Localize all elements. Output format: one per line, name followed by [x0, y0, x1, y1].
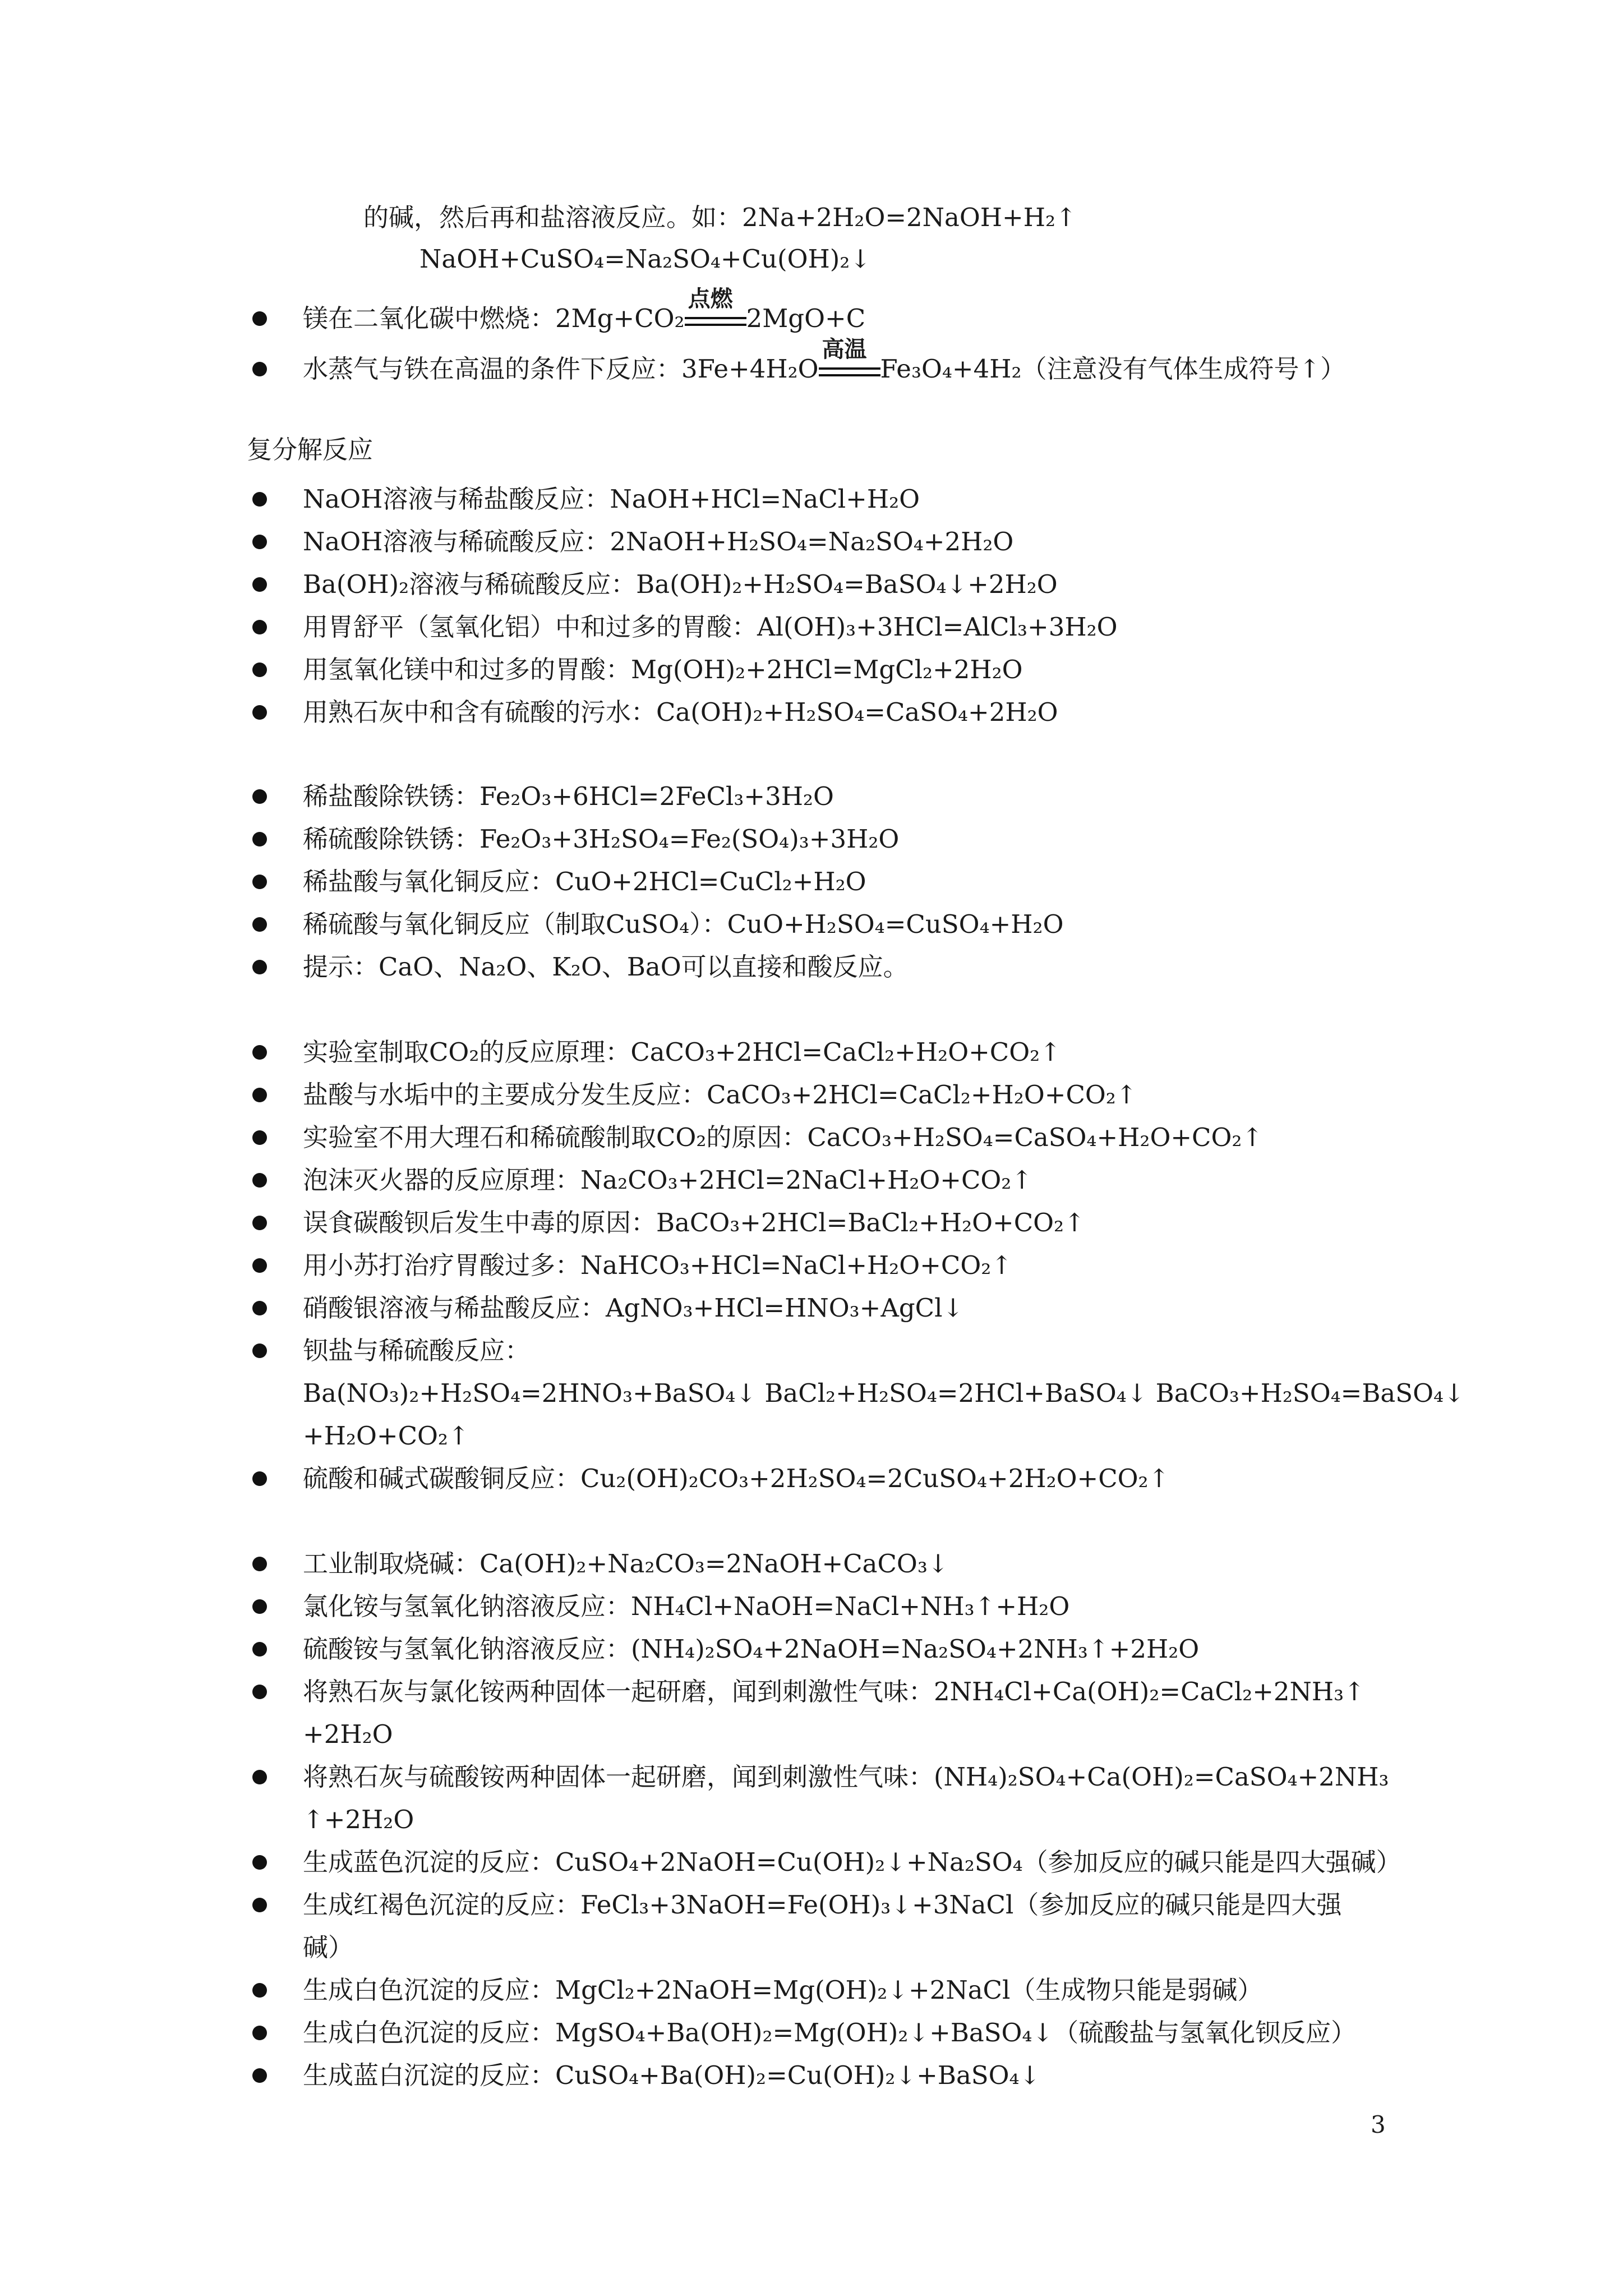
reaction-text: 镁在二氧化碳中燃烧：2Mg+CO₂ — [303, 303, 685, 333]
continuation-line: NaOH+CuSO₄=Na₂SO₄+Cu(OH)₂↓ — [419, 244, 872, 274]
reaction-line: Ba(NO₃)₂+H₂SO₄=2HNO₃+BaSO₄↓ BaCl₂+H₂SO₄=2HCl+BaSO₄↓ BaCO₃+H₂SO₄=BaSO₄↓ — [303, 1378, 1465, 1408]
reaction-line: +H₂O+CO₂↑ — [303, 1421, 469, 1451]
bullet-icon — [252, 577, 267, 592]
reaction-line: 生成蓝白沉淀的反应：CuSO₄+Ba(OH)₂=Cu(OH)₂↓+BaSO₄↓ — [303, 2060, 1041, 2090]
condition-label: 点燃 — [688, 285, 733, 312]
bullet-icon — [252, 662, 267, 677]
bullet-icon — [252, 1599, 267, 1614]
bullet-icon — [252, 1258, 267, 1273]
bullet-icon — [252, 2068, 267, 2083]
reaction-line: 工业制取烧碱：Ca(OH)₂+Na₂CO₃=2NaOH+CaCO₃↓ — [303, 1549, 949, 1579]
bullet-icon — [252, 875, 267, 889]
reaction-line: 用胃舒平（氢氧化铝）中和过多的胃酸：Al(OH)₃+3HCl=AlCl₃+3H₂O — [303, 612, 1118, 642]
bullet-icon — [252, 1557, 267, 1571]
reaction-line: 用氢氧化镁中和过多的胃酸：Mg(OH)₂+2HCl=MgCl₂+2H₂O — [303, 655, 1023, 684]
bullet-icon — [252, 1855, 267, 1870]
reaction-line: 实验室不用大理石和稀硫酸制取CO₂的原因：CaCO₃+H₂SO₄=CaSO₄+H₂O+CO₂↑ — [303, 1122, 1264, 1152]
reaction-line: Ba(OH)₂溶液与稀硫酸反应：Ba(OH)₂+H₂SO₄=BaSO₄↓+2H₂O — [303, 569, 1058, 599]
bullet-icon — [252, 705, 267, 720]
reaction-line: +2H₂O — [303, 1719, 393, 1749]
bullet-icon — [252, 960, 267, 974]
reaction-line: 钡盐与稀硫酸反应： — [303, 1336, 531, 1365]
page-number: 3 — [1371, 2111, 1386, 2138]
reaction-text: 2MgO+C — [746, 303, 866, 333]
bullet-icon — [252, 1173, 267, 1188]
bullet-icon — [252, 620, 267, 634]
condition-equals — [685, 285, 746, 329]
reaction-line: 生成白色沉淀的反应：MgSO₄+Ba(OH)₂=Mg(OH)₂↓+BaSO₄↓（硫酸盐与氢氧化钡反应） — [303, 2018, 1357, 2047]
bullet-icon — [252, 1898, 267, 1912]
reaction-line: 误食碳酸钡后发生中毒的原因：BaCO₃+2HCl=BaCl₂+H₂O+CO₂↑ — [303, 1208, 1085, 1237]
condition-equals — [819, 335, 880, 380]
section-title: 复分解反应 — [247, 435, 374, 464]
reaction-line: 盐酸与水垢中的主要成分发生反应：CaCO₃+2HCl=CaCl₂+H₂O+CO₂↑ — [303, 1080, 1137, 1110]
bullet-icon — [252, 789, 267, 804]
bullet-icon — [252, 2026, 267, 2040]
reaction-line: 生成蓝色沉淀的反应：CuSO₄+2NaOH=Cu(OH)₂↓+Na₂SO₄（参加反应的碱只能是四大强碱） — [303, 1847, 1401, 1877]
bullet-icon — [252, 917, 267, 932]
bullet-icon — [252, 1216, 267, 1230]
bullet-icon — [252, 1685, 267, 1699]
bullet-icon — [252, 362, 267, 376]
bullet-icon — [252, 1642, 267, 1657]
bullet-icon — [252, 1471, 267, 1486]
bullet-icon — [252, 1130, 267, 1145]
bullet-icon — [252, 1983, 267, 1998]
reaction-line: NaOH溶液与稀盐酸反应：NaOH+HCl=NaCl+H₂O — [303, 484, 920, 514]
reaction-line: 泡沫灭火器的反应原理：Na₂CO₃+2HCl=2NaCl+H₂O+CO₂↑ — [303, 1165, 1033, 1195]
reaction-line: 生成白色沉淀的反应：MgCl₂+2NaOH=Mg(OH)₂↓+2NaCl（生成物只能是弱碱） — [303, 1975, 1263, 2005]
reaction-line: 将熟石灰与硫酸铵两种固体一起研磨，闻到刺激性气味：(NH₄)₂SO₄+Ca(OH)₂=CaSO₄+2NH₃ — [303, 1762, 1389, 1792]
reaction-text: 水蒸气与铁在高温的条件下反应：3Fe+4H₂O — [303, 354, 819, 384]
reaction-line: 提示：CaO、Na₂O、K₂O、BaO可以直接和酸反应。 — [303, 952, 909, 982]
reaction-line: 硫酸和碱式碳酸铜反应：Cu₂(OH)₂CO₃+2H₂SO₄=2CuSO₄+2H₂O+CO₂↑ — [303, 1464, 1170, 1493]
bullet-icon — [252, 1045, 267, 1060]
bullet-icon — [252, 311, 267, 326]
reaction-line: 氯化铵与氢氧化钠溶液反应：NH₄Cl+NaOH=NaCl+NH₃↑+H₂O — [303, 1591, 1070, 1621]
bullet-icon — [252, 1770, 267, 1784]
reaction-line: NaOH溶液与稀硫酸反应：2NaOH+H₂SO₄=Na₂SO₄+2H₂O — [303, 527, 1014, 556]
reaction-line: 碱） — [303, 1932, 354, 1962]
condition-label: 高温 — [822, 335, 867, 362]
reaction-line — [303, 285, 866, 335]
reaction-line — [303, 335, 1346, 386]
bullet-icon — [252, 1088, 267, 1102]
reaction-line: 实验室制取CO₂的反应原理：CaCO₃+2HCl=CaCl₂+H₂O+CO₂↑ — [303, 1037, 1061, 1067]
bullet-icon — [252, 1301, 267, 1315]
bullet-icon — [252, 492, 267, 507]
continuation-line: 的碱，然后再和盐溶液反应。如：2Na+2H₂O=2NaOH+H₂↑ — [363, 203, 1077, 232]
reaction-line: 生成红褐色沉淀的反应：FeCl₃+3NaOH=Fe(OH)₃↓+3NaCl（参加反应的碱只能是四大强 — [303, 1890, 1342, 1920]
reaction-line: 用熟石灰中和含有硫酸的污水：Ca(OH)₂+H₂SO₄=CaSO₄+2H₂O — [303, 697, 1058, 727]
reaction-line: 将熟石灰与氯化铵两种固体一起研磨，闻到刺激性气味：2NH₄Cl+Ca(OH)₂=CaCl₂+2NH₃↑ — [303, 1677, 1365, 1706]
bullet-icon — [252, 832, 267, 846]
bullet-icon — [252, 1343, 267, 1358]
reaction-line: 稀硫酸与氧化铜反应（制取CuSO₄）：CuO+H₂SO₄=CuSO₄+H₂O — [303, 909, 1064, 939]
reaction-text: Fe₃O₄+4H₂（注意没有气体生成符号↑） — [880, 354, 1346, 384]
reaction-line: 硝酸银溶液与稀盐酸反应：AgNO₃+HCl=HNO₃+AgCl↓ — [303, 1293, 964, 1323]
bullet-icon — [252, 535, 267, 549]
reaction-line: ↑+2H₂O — [303, 1805, 414, 1834]
reaction-line: 稀盐酸除铁锈：Fe₂O₃+6HCl=2FeCl₃+3H₂O — [303, 781, 834, 811]
reaction-line: 硫酸铵与氢氧化钠溶液反应：(NH₄)₂SO₄+2NaOH=Na₂SO₄+2NH₃↑+2H₂O — [303, 1634, 1200, 1664]
reaction-line: 用小苏打治疗胃酸过多：NaHCO₃+HCl=NaCl+H₂O+CO₂↑ — [303, 1250, 1012, 1280]
reaction-line: 稀硫酸除铁锈：Fe₂O₃+3H₂SO₄=Fe₂(SO₄)₃+3H₂O — [303, 824, 900, 854]
reaction-line: 稀盐酸与氧化铜反应：CuO+2HCl=CuCl₂+H₂O — [303, 867, 866, 896]
